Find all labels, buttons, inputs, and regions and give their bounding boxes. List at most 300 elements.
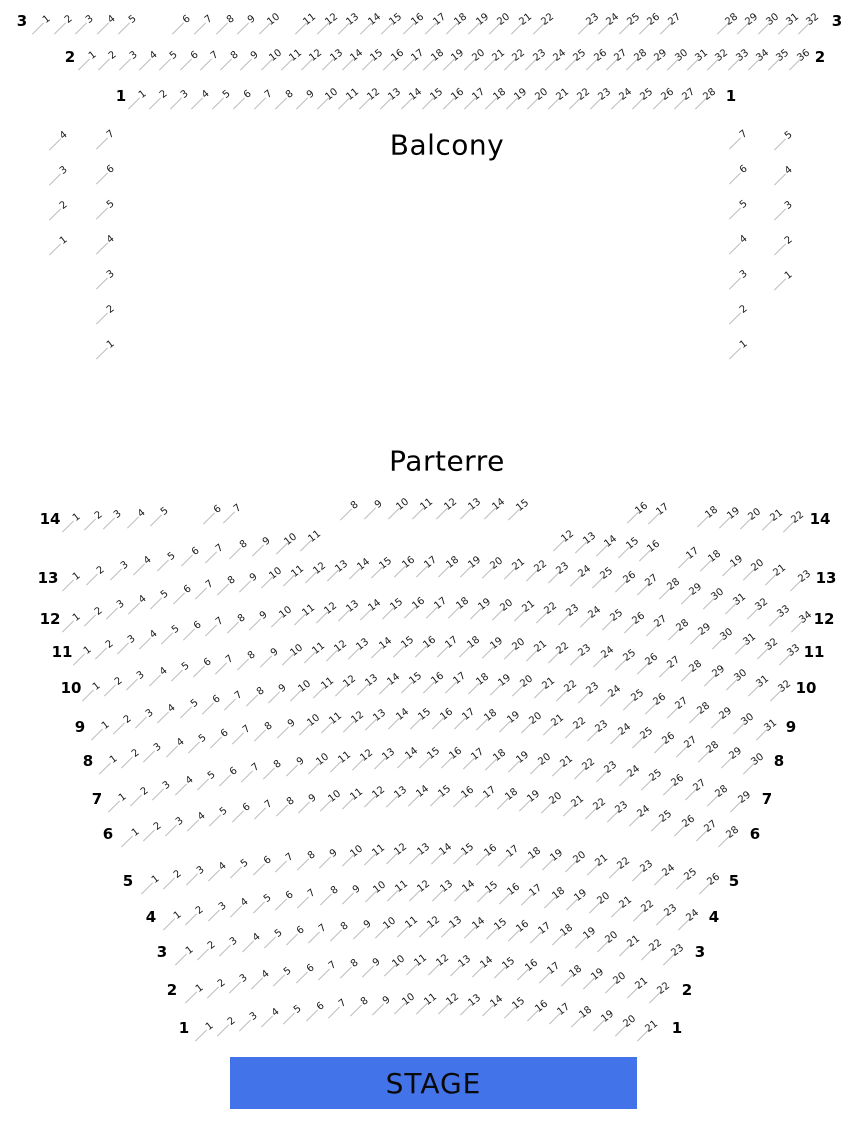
seat-number: 9 — [276, 682, 289, 696]
seat-number: 8 — [246, 649, 258, 663]
seat-number: 13 — [363, 672, 380, 689]
seat-number: 3 — [173, 815, 186, 828]
seat-number: 7 — [283, 851, 296, 865]
seat-number: 5 — [104, 198, 117, 211]
seat-number: 12 — [349, 708, 367, 726]
seat-number: 5 — [272, 927, 285, 941]
seat-number: 8 — [348, 498, 361, 512]
seat-number: 13 — [327, 47, 345, 64]
seat-number: 25 — [571, 47, 589, 64]
seat-number: 9 — [258, 609, 270, 622]
seat-number: 22 — [655, 980, 673, 997]
seat-number: 30 — [763, 11, 781, 28]
seat-number: 22 — [562, 677, 580, 695]
seat-number: 29 — [717, 705, 735, 723]
seat-number: 32 — [804, 11, 822, 28]
seat-number: 14 — [385, 671, 403, 688]
seat-number: 28 — [687, 658, 705, 676]
seat-number: 2 — [225, 1015, 238, 1028]
seat-number: 28 — [695, 700, 713, 717]
seat-number: 11 — [418, 496, 436, 513]
seat-number: 21 — [540, 675, 558, 693]
seat-number: 5 — [169, 623, 182, 637]
seat-number: 16 — [458, 783, 476, 801]
seat-number: 17 — [409, 47, 426, 64]
seat-number: 6 — [241, 88, 254, 101]
seat-number: 19 — [525, 787, 542, 805]
seat-number: 2 — [121, 713, 134, 726]
seat-number: 4 — [199, 88, 212, 101]
seat-number: 5 — [196, 731, 209, 745]
seat-number: 25 — [608, 607, 626, 624]
seat-number: 4 — [135, 507, 148, 520]
seat-number: 9 — [380, 994, 393, 1007]
seat-number: 24 — [635, 803, 653, 821]
seat-number: 2 — [215, 977, 228, 990]
seat-number: 24 — [684, 907, 702, 924]
seat-number: 12 — [365, 86, 383, 103]
seat-number: 24 — [617, 86, 635, 103]
seat-number: 8 — [236, 612, 248, 625]
seat-number: 1 — [782, 269, 795, 282]
seat-number: 21 — [771, 562, 789, 579]
seat-number: 26 — [704, 871, 722, 888]
seat-number: 16 — [447, 745, 465, 763]
seat-number: 5 — [220, 88, 233, 101]
row-label: 6 — [102, 825, 114, 843]
seat-number: 10 — [296, 677, 314, 695]
seat-number: 9 — [261, 535, 273, 549]
seat-number: 3 — [114, 598, 127, 612]
seat-number: 12 — [322, 11, 340, 28]
seat-number: 20 — [749, 557, 767, 575]
seat-number: 14 — [414, 783, 432, 800]
seat-number: 17 — [654, 501, 672, 518]
seat-number: 14 — [366, 11, 383, 28]
seat-number: 10 — [347, 843, 365, 861]
seat-number: 31 — [761, 717, 779, 734]
seat-number: 18 — [491, 86, 509, 103]
seat-number: 10 — [288, 642, 305, 659]
seat-number: 10 — [326, 787, 343, 805]
seat-number: 18 — [454, 595, 471, 613]
seat-number: 26 — [620, 568, 638, 586]
seat-number: 14 — [469, 915, 487, 932]
seat-number: 6 — [737, 163, 750, 176]
row-label: 7 — [91, 790, 103, 808]
row-label: 12 — [39, 610, 61, 628]
seat-number: 4 — [147, 49, 160, 62]
seat-number: 16 — [645, 538, 663, 556]
seat-number: 23 — [530, 47, 548, 64]
seat-number: 20 — [518, 673, 535, 691]
seat-number: 6 — [294, 924, 307, 938]
seat-number: 9 — [249, 49, 261, 62]
seat-number: 28 — [723, 824, 741, 841]
seat-number: 6 — [304, 961, 317, 975]
seat-number: 10 — [381, 915, 398, 932]
seat-number: 28 — [704, 739, 722, 757]
seat-number: 9 — [372, 498, 385, 512]
seat-number: 22 — [615, 855, 633, 872]
seat-number: 5 — [165, 549, 178, 563]
seat-number: 27 — [652, 613, 670, 631]
seat-number: 21 — [490, 47, 508, 64]
seat-number: 3 — [178, 88, 191, 101]
seat-number: 11 — [299, 601, 317, 619]
row-label: 4 — [145, 908, 157, 926]
seat-number: 22 — [575, 86, 593, 103]
seat-number: 10 — [323, 86, 341, 103]
seat-number: 5 — [159, 587, 171, 601]
seat-number: 11 — [370, 842, 388, 860]
seat-number: 18 — [703, 503, 721, 521]
seat-number: 15 — [416, 706, 433, 723]
seat-number: 13 — [466, 496, 484, 514]
seat-number: 8 — [283, 88, 296, 101]
seat-number: 2 — [112, 674, 125, 688]
seat-number: 4 — [238, 896, 251, 909]
row-label: 11 — [51, 643, 73, 661]
seat-number: 25 — [682, 866, 700, 884]
seat-number: 11 — [318, 675, 336, 693]
seat-number: 19 — [724, 505, 742, 522]
seat-number: 19 — [513, 748, 531, 766]
seat-number: 5 — [205, 769, 218, 783]
seat-number: 16 — [438, 706, 456, 723]
seat-number: 8 — [263, 720, 275, 733]
seat-number: 16 — [505, 881, 523, 898]
seat-number: 17 — [469, 746, 487, 763]
seat-number: 7 — [104, 128, 117, 141]
seat-number: 30 — [718, 626, 736, 643]
balcony-title: Balcony — [389, 128, 505, 162]
seat-number: 24 — [624, 763, 642, 781]
seat-number: 16 — [633, 500, 651, 518]
seat-number: 3 — [144, 707, 156, 721]
seat-number: 4 — [174, 736, 187, 750]
seat-number: 7 — [232, 689, 245, 702]
seat-number: 12 — [444, 991, 462, 1009]
seat-number: 3 — [228, 935, 240, 948]
seat-number: 10 — [314, 750, 331, 768]
seat-number: 21 — [532, 638, 550, 655]
seat-number: 11 — [310, 639, 328, 657]
seat-number: 5 — [126, 13, 139, 26]
seat-number: 26 — [645, 11, 663, 28]
row-label: 7 — [761, 790, 773, 808]
seat-number: 20 — [495, 11, 513, 28]
seat-number: 14 — [437, 841, 454, 858]
seat-number: 20 — [746, 506, 764, 523]
seat-number: 17 — [421, 554, 439, 571]
seat-number: 4 — [166, 702, 179, 715]
seat-number: 14 — [393, 706, 411, 724]
seat-number: 5 — [261, 892, 274, 906]
seat-number: 8 — [348, 957, 361, 971]
row-label: 14 — [39, 510, 61, 528]
seat-number: 16 — [421, 634, 439, 651]
seat-number: 28 — [632, 47, 650, 64]
seat-number: 23 — [796, 568, 814, 585]
seat-number: 17 — [470, 86, 488, 103]
seat-number: 18 — [706, 548, 723, 566]
seat-number: 10 — [394, 496, 412, 513]
row-label: 10 — [60, 679, 82, 697]
seat-number: 3 — [194, 864, 207, 878]
seat-number: 22 — [538, 11, 556, 28]
seat-number: 13 — [371, 707, 389, 725]
seat-number: 19 — [727, 553, 745, 570]
seat-number: 4 — [104, 233, 117, 246]
seat-number: 31 — [740, 631, 758, 648]
seat-number: 15 — [387, 11, 405, 28]
seat-number: 24 — [660, 862, 677, 880]
seat-number: 26 — [679, 813, 697, 830]
seat-number: 15 — [514, 497, 532, 514]
seat-number: 27 — [673, 695, 690, 713]
seat-number: 3 — [161, 779, 173, 793]
seat-number: 18 — [558, 922, 576, 940]
seat-number: 6 — [240, 801, 253, 815]
seat-number: 6 — [218, 727, 231, 741]
seat-number: 9 — [294, 755, 307, 768]
seat-number: 8 — [328, 884, 341, 898]
seat-number: 14 — [355, 556, 373, 574]
seat-number: 31 — [731, 591, 749, 608]
row-label: 3 — [16, 12, 28, 30]
seat-number: 6 — [314, 1000, 327, 1013]
seat-number: 19 — [572, 887, 590, 905]
seat-number: 16 — [532, 998, 550, 1015]
row-label: 8 — [773, 752, 785, 770]
seat-number: 4 — [137, 593, 149, 606]
row-label: 2 — [166, 981, 178, 999]
seat-number: 25 — [628, 687, 646, 704]
seat-number: 6 — [227, 765, 240, 779]
seat-number: 10 — [265, 11, 283, 28]
seat-number: 6 — [104, 163, 117, 176]
seat-number: 7 — [316, 922, 329, 935]
seat-number: 30 — [732, 667, 749, 685]
seat-number: 2 — [157, 88, 170, 101]
seat-number: 1 — [116, 791, 129, 804]
seat-number: 8 — [225, 574, 238, 588]
row-label: 10 — [795, 679, 817, 697]
seat-number: 24 — [606, 683, 624, 701]
seat-number: 27 — [612, 47, 629, 64]
seat-number: 32 — [753, 596, 771, 614]
seat-number: 23 — [613, 799, 631, 817]
seat-number: 18 — [566, 963, 584, 980]
seat-number: 17 — [504, 843, 521, 861]
seat-number: 5 — [218, 805, 230, 819]
seat-number: 12 — [434, 952, 452, 969]
seat-number: 26 — [651, 691, 668, 708]
seat-number: 29 — [652, 47, 670, 64]
seat-number: 17 — [544, 960, 562, 977]
seat-number: 29 — [726, 745, 744, 762]
seat-number: 1 — [107, 753, 120, 766]
seat-number: 14 — [488, 993, 506, 1011]
seat-number: 26 — [630, 610, 648, 627]
seat-number: 17 — [432, 595, 449, 612]
seat-number: 18 — [576, 1004, 594, 1022]
seat-number: 7 — [231, 502, 244, 515]
seat-number: 21 — [643, 1018, 661, 1035]
seat-number: 5 — [292, 1003, 304, 1016]
seat-number: 16 — [388, 47, 406, 64]
seat-number: 24 — [604, 11, 622, 28]
seat-number: 8 — [254, 685, 267, 699]
seat-number: 2 — [57, 199, 70, 212]
seat-number: 1 — [193, 982, 206, 995]
seat-number: 14 — [490, 496, 508, 514]
seat-number: 28 — [723, 11, 741, 28]
row-label: 1 — [178, 1019, 190, 1037]
seat-number: 10 — [390, 952, 407, 970]
row-label: 9 — [74, 718, 86, 736]
seat-number: 14 — [376, 635, 394, 653]
seat-number: 24 — [576, 562, 594, 580]
seat-number: 18 — [526, 845, 544, 862]
seat-number: 15 — [459, 841, 477, 859]
seat-number: 18 — [452, 11, 470, 28]
seat-number: 14 — [478, 953, 496, 971]
seat-number: 25 — [621, 647, 638, 665]
seat-number: 12 — [332, 638, 350, 655]
seat-number: 8 — [272, 758, 284, 771]
seat-number: 5 — [158, 505, 171, 519]
seat-number: 13 — [438, 878, 455, 895]
seat-number: 19 — [487, 635, 505, 653]
seat-number: 15 — [407, 670, 425, 688]
seat-number: 25 — [598, 565, 616, 583]
seat-number: 25 — [657, 808, 675, 825]
seat-number: 9 — [268, 646, 281, 660]
seat-number: 36 — [794, 47, 812, 64]
seat-number: 19 — [474, 11, 491, 28]
row-label: 1 — [671, 1019, 683, 1037]
seat-number: 9 — [285, 717, 298, 730]
seat-number: 22 — [554, 639, 572, 657]
row-label: 3 — [694, 943, 706, 961]
seat-number: 9 — [304, 88, 317, 101]
seat-number: 21 — [593, 852, 611, 869]
seat-number: 23 — [584, 11, 602, 28]
seat-number: 21 — [625, 933, 643, 950]
seat-number: 7 — [326, 959, 339, 973]
seat-number: 27 — [701, 818, 719, 836]
seat-number: 1 — [57, 234, 70, 247]
seat-number: 13 — [466, 992, 484, 1009]
seat-number: 20 — [536, 750, 553, 768]
row-label: 5 — [122, 872, 134, 890]
seat-number: 5 — [282, 965, 294, 978]
seat-number: 23 — [554, 560, 572, 577]
seat-number: 25 — [638, 725, 655, 743]
seat-number: 2 — [737, 303, 750, 316]
row-label: 9 — [785, 718, 797, 736]
seat-number: 4 — [250, 931, 263, 944]
seat-number: 5 — [188, 697, 201, 711]
seat-number: 3 — [57, 164, 70, 177]
seat-number: 6 — [210, 693, 223, 706]
seat-number: 4 — [270, 1006, 282, 1020]
row-label: 1 — [725, 87, 737, 105]
seat-number: 22 — [639, 898, 657, 915]
seat-number: 15 — [428, 86, 446, 103]
seat-number: 2 — [94, 564, 107, 578]
seat-number: 16 — [449, 86, 467, 103]
seat-number: 2 — [92, 604, 105, 618]
seat-number: 19 — [504, 708, 522, 726]
seat-number: 19 — [548, 847, 566, 864]
seat-number: 6 — [180, 13, 193, 26]
seat-number: 1 — [81, 644, 94, 657]
seat-number: 15 — [492, 916, 509, 933]
seat-number: 15 — [399, 634, 416, 652]
seat-number: 1 — [737, 338, 750, 351]
seat-number: 21 — [510, 556, 528, 574]
seat-number: 13 — [580, 530, 598, 548]
seat-number: 6 — [188, 49, 201, 62]
seat-number: 20 — [533, 86, 551, 103]
seat-number: 14 — [365, 596, 383, 614]
seat-number: 7 — [737, 128, 750, 141]
seat-number: 8 — [228, 49, 241, 62]
seat-number: 23 — [602, 759, 620, 777]
seat-number: 22 — [789, 509, 807, 526]
seat-number: 25 — [638, 86, 656, 103]
seat-number: 19 — [476, 596, 493, 613]
row-label: 2 — [681, 981, 693, 999]
seat-number: 15 — [436, 783, 454, 800]
seat-number: 34 — [797, 609, 815, 626]
seat-number: 23 — [584, 680, 602, 698]
seat-number: 19 — [512, 86, 530, 103]
seat-number: 20 — [498, 596, 516, 614]
seat-number: 24 — [615, 721, 633, 739]
seat-number: 30 — [749, 751, 766, 768]
seat-number: 23 — [662, 902, 679, 920]
seat-number: 7 — [203, 578, 216, 592]
seat-number: 7 — [213, 541, 226, 555]
seat-number: 11 — [287, 47, 305, 64]
seat-number: 1 — [99, 719, 112, 732]
seat-number: 2 — [205, 939, 218, 953]
seat-number: 7 — [262, 797, 275, 811]
seat-number: 16 — [522, 957, 540, 975]
seat-number: 21 — [569, 792, 587, 810]
parterre-title: Parterre — [389, 444, 505, 478]
seat-number: 1 — [70, 511, 83, 524]
seat-number: 11 — [289, 562, 307, 580]
seat-number: 3 — [127, 49, 140, 62]
seat-number: 13 — [392, 783, 410, 801]
seat-number: 9 — [350, 882, 363, 896]
seat-number: 21 — [617, 894, 635, 911]
seat-number: 33 — [784, 642, 802, 659]
seat-number: 16 — [409, 11, 427, 28]
seat-number: 10 — [305, 712, 322, 730]
seat-number: 11 — [412, 952, 430, 969]
seat-number: 17 — [480, 784, 498, 802]
seat-number: 27 — [665, 654, 683, 672]
seat-number: 18 — [502, 786, 520, 803]
seat-number: 20 — [510, 636, 527, 654]
seat-number: 29 — [743, 11, 761, 28]
